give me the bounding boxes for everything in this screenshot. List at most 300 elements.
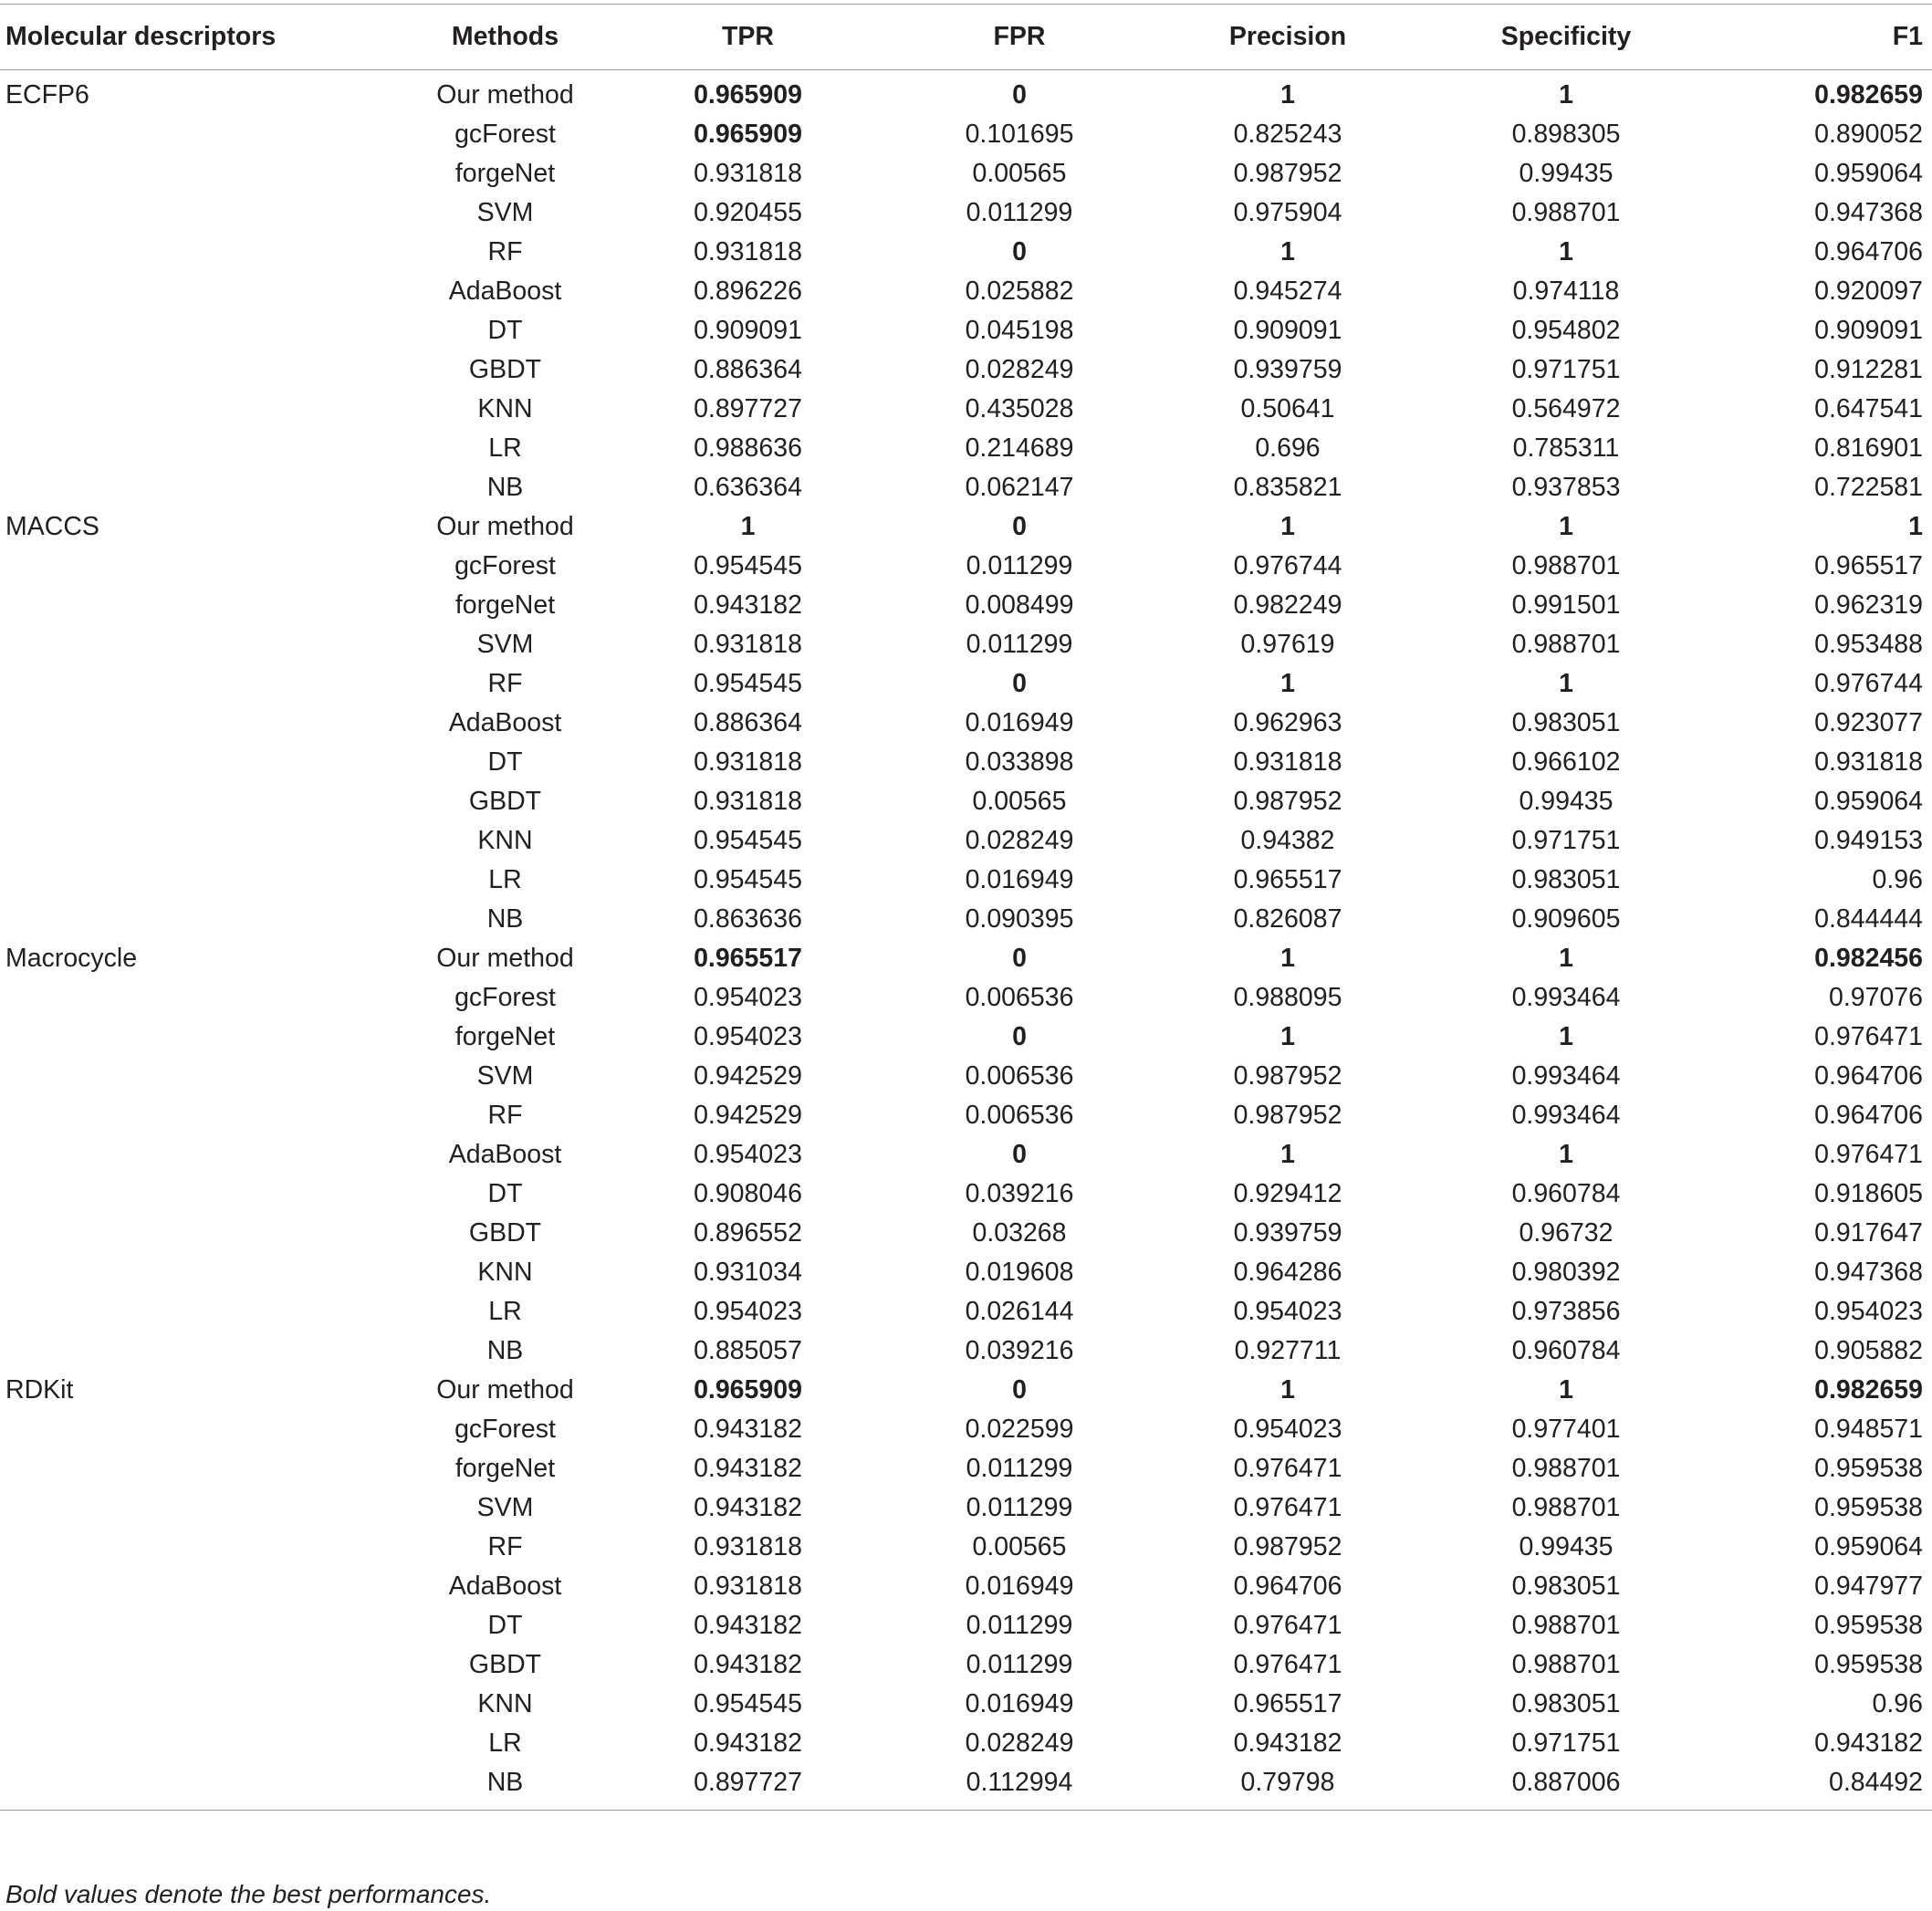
cell-specificity: 0.971751 bbox=[1511, 355, 1621, 384]
cell-specificity: 0.966102 bbox=[1511, 747, 1621, 777]
cell-fpr: 0 bbox=[1012, 944, 1027, 973]
cell-method: Our method bbox=[436, 944, 574, 973]
cell-specificity: 0.564972 bbox=[1511, 394, 1621, 423]
cell-specificity: 0.960784 bbox=[1511, 1336, 1621, 1365]
table-row bbox=[0, 350, 1932, 390]
cell-descriptor: MACCS bbox=[5, 512, 99, 541]
cell-precision: 0.945274 bbox=[1233, 277, 1342, 306]
cell-tpr: 0.943182 bbox=[694, 1650, 802, 1679]
cell-descriptor: Macrocycle bbox=[5, 944, 138, 973]
cell-descriptor bbox=[0, 390, 402, 429]
cell-method: NB bbox=[486, 1336, 524, 1365]
cell-descriptor bbox=[0, 1724, 402, 1763]
cell-fpr: 0 bbox=[1012, 669, 1027, 698]
cell-fpr: 0.214689 bbox=[965, 433, 1074, 463]
cell-tpr: 0.931818 bbox=[694, 237, 802, 266]
cell-fpr: 0.00565 bbox=[972, 1532, 1067, 1561]
cell-tpr: 0.943182 bbox=[694, 590, 802, 620]
table-row bbox=[0, 1645, 1932, 1685]
cell-f1: 0.97076 bbox=[1828, 983, 1923, 1012]
cell-method: DT bbox=[487, 1611, 523, 1640]
table-row bbox=[0, 1175, 1932, 1214]
cell-fpr: 0.006536 bbox=[965, 983, 1074, 1012]
cell-fpr: 0.028249 bbox=[965, 1728, 1074, 1758]
cell-f1: 0.96 bbox=[1872, 1689, 1923, 1718]
table-row bbox=[0, 311, 1932, 350]
cell-specificity: 1 bbox=[1559, 237, 1573, 266]
cell-tpr: 0.931034 bbox=[694, 1258, 802, 1287]
cell-precision: 1 bbox=[1280, 1140, 1295, 1169]
cell-specificity: 0.937853 bbox=[1511, 473, 1621, 502]
table-row bbox=[0, 1763, 1932, 1811]
cell-precision: 0.79798 bbox=[1150, 1763, 1424, 1811]
cell-precision: 0.954023 bbox=[1233, 1415, 1342, 1444]
table-row bbox=[0, 664, 1932, 704]
cell-method: forgeNet bbox=[454, 1454, 556, 1483]
cell-specificity: 0.954802 bbox=[1511, 316, 1621, 345]
cell-fpr: 0.039216 bbox=[965, 1179, 1074, 1208]
cell-fpr: 0.033898 bbox=[965, 747, 1074, 777]
header-f1: F1 bbox=[1707, 5, 1932, 70]
cell-method: forgeNet bbox=[454, 1022, 556, 1051]
cell-tpr: 0.886364 bbox=[694, 708, 802, 737]
cell-specificity: 0.909605 bbox=[1511, 904, 1621, 934]
cell-precision: 0.939759 bbox=[1233, 1218, 1342, 1248]
cell-tpr: 0.863636 bbox=[694, 904, 802, 934]
cell-precision: 0.954023 bbox=[1233, 1297, 1342, 1326]
cell-descriptor bbox=[0, 1214, 402, 1253]
cell-descriptor bbox=[0, 429, 402, 468]
cell-method: SVM bbox=[476, 630, 534, 659]
cell-precision: 0.976471 bbox=[1233, 1493, 1342, 1522]
cell-fpr: 0.011299 bbox=[966, 1611, 1073, 1640]
table-row bbox=[0, 978, 1932, 1018]
cell-descriptor bbox=[0, 978, 402, 1018]
cell-fpr: 0.03268 bbox=[972, 1218, 1067, 1248]
cell-tpr: 0.931818 bbox=[694, 787, 802, 816]
cell-f1: 0.943182 bbox=[1814, 1728, 1923, 1758]
cell-method: KNN bbox=[477, 394, 533, 423]
cell-f1: 0.96 bbox=[1872, 865, 1923, 894]
cell-descriptor bbox=[0, 468, 402, 507]
cell-fpr: 0 bbox=[1012, 80, 1027, 110]
cell-precision: 0.696 bbox=[1255, 433, 1321, 463]
cell-f1: 0.722581 bbox=[1814, 473, 1923, 502]
cell-tpr: 0.943182 bbox=[694, 1454, 802, 1483]
cell-specificity: 0.988701 bbox=[1511, 1493, 1621, 1522]
cell-specificity: 0.988701 bbox=[1511, 1611, 1621, 1640]
cell-fpr: 0.062147 bbox=[965, 473, 1074, 502]
header-methods: Methods bbox=[402, 5, 607, 70]
cell-method: Our method bbox=[436, 512, 574, 541]
cell-fpr: 0.026144 bbox=[965, 1297, 1074, 1326]
cell-tpr: 0.931818 bbox=[694, 747, 802, 777]
cell-precision: 1 bbox=[1280, 237, 1295, 266]
cell-precision: 0.964286 bbox=[1233, 1258, 1342, 1287]
table-footnote: Bold values denote the best performances. bbox=[5, 1880, 492, 1908]
cell-descriptor bbox=[0, 1096, 402, 1135]
cell-precision: 0.975904 bbox=[1233, 198, 1342, 227]
cell-f1: 0.920097 bbox=[1814, 277, 1923, 306]
cell-tpr: 0.908046 bbox=[694, 1179, 802, 1208]
table-row bbox=[0, 507, 1932, 547]
cell-tpr: 0.931818 bbox=[694, 1572, 802, 1601]
table-row bbox=[0, 547, 1932, 586]
cell-fpr: 0.00565 bbox=[972, 787, 1067, 816]
cell-tpr: 0.897727 bbox=[694, 394, 802, 423]
cell-method: gcForest bbox=[454, 551, 556, 580]
cell-f1: 0.962319 bbox=[1814, 590, 1923, 620]
cell-method: LR bbox=[488, 865, 522, 894]
table-row bbox=[0, 154, 1932, 193]
cell-descriptor bbox=[0, 1292, 402, 1331]
cell-specificity: 0.993464 bbox=[1511, 983, 1621, 1012]
cell-tpr: 0.988636 bbox=[694, 433, 802, 463]
cell-specificity: 0.983051 bbox=[1511, 1689, 1621, 1718]
results-table bbox=[0, 4, 1932, 1811]
cell-fpr: 0.008499 bbox=[965, 590, 1074, 620]
table-row bbox=[0, 625, 1932, 664]
cell-tpr: 0.942529 bbox=[694, 1061, 802, 1091]
cell-f1: 0.982659 bbox=[1814, 1375, 1923, 1405]
cell-method: SVM bbox=[476, 198, 534, 227]
cell-f1: 0.976744 bbox=[1814, 669, 1923, 698]
cell-fpr: 0.028249 bbox=[965, 826, 1074, 855]
cell-specificity: 0.974118 bbox=[1512, 277, 1620, 306]
cell-method: SVM bbox=[476, 1493, 534, 1522]
cell-method: RF bbox=[487, 1101, 523, 1130]
cell-precision: 1 bbox=[1280, 512, 1295, 541]
table-row bbox=[0, 115, 1932, 154]
cell-precision: 0.987952 bbox=[1233, 787, 1342, 816]
cell-precision: 0.50641 bbox=[1240, 394, 1335, 423]
cell-fpr: 0.011299 bbox=[966, 551, 1073, 580]
cell-specificity: 0.993464 bbox=[1511, 1101, 1621, 1130]
cell-fpr: 0 bbox=[1012, 1140, 1027, 1169]
table-row bbox=[0, 1057, 1932, 1096]
cell-fpr: 0.016949 bbox=[965, 1572, 1074, 1601]
cell-fpr: 0 bbox=[1012, 1022, 1027, 1051]
cell-tpr: 0.954023 bbox=[694, 983, 802, 1012]
table-row bbox=[0, 1096, 1932, 1135]
cell-specificity: 0.983051 bbox=[1511, 708, 1621, 737]
cell-method: DT bbox=[487, 316, 523, 345]
header-fpr: FPR bbox=[887, 5, 1150, 70]
cell-descriptor bbox=[0, 193, 402, 233]
cell-method: KNN bbox=[477, 1689, 533, 1718]
cell-f1: 0.954023 bbox=[1814, 1297, 1923, 1326]
cell-descriptor bbox=[0, 1135, 402, 1175]
cell-method: AdaBoost bbox=[448, 1572, 562, 1601]
cell-method: Our method bbox=[436, 1375, 574, 1405]
cell-precision: 0.987952 bbox=[1233, 159, 1342, 188]
cell-fpr: 0.090395 bbox=[965, 904, 1074, 934]
cell-method: GBDT bbox=[468, 1218, 542, 1248]
table-row bbox=[0, 1018, 1932, 1057]
table-row bbox=[0, 704, 1932, 743]
cell-f1: 0.931818 bbox=[1814, 747, 1923, 777]
cell-f1: 0.84492 bbox=[1707, 1763, 1932, 1811]
cell-specificity: 0.960784 bbox=[1511, 1179, 1621, 1208]
cell-method: RF bbox=[487, 1532, 523, 1561]
cell-descriptor: RDKit bbox=[5, 1375, 74, 1405]
cell-method: RF bbox=[487, 669, 523, 698]
cell-specificity: 0.973856 bbox=[1511, 1297, 1621, 1326]
cell-specificity: 1 bbox=[1559, 1140, 1573, 1169]
cell-precision: 0.964706 bbox=[1233, 1572, 1342, 1601]
cell-fpr: 0 bbox=[1012, 512, 1027, 541]
table-row bbox=[0, 1449, 1932, 1488]
cell-f1: 0.923077 bbox=[1814, 708, 1923, 737]
cell-method: DT bbox=[487, 747, 523, 777]
cell-precision: 0.826087 bbox=[1233, 904, 1342, 934]
table-header bbox=[0, 5, 1932, 70]
table-row bbox=[0, 1214, 1932, 1253]
cell-f1: 0.947368 bbox=[1814, 198, 1923, 227]
cell-precision: 0.976471 bbox=[1233, 1454, 1342, 1483]
cell-precision: 1 bbox=[1280, 1022, 1295, 1051]
table-row bbox=[0, 1135, 1932, 1175]
cell-descriptor bbox=[0, 350, 402, 390]
cell-tpr: 0.896226 bbox=[694, 277, 802, 306]
cell-method: DT bbox=[487, 1179, 523, 1208]
cell-tpr: 0.931818 bbox=[694, 1532, 802, 1561]
cell-tpr: 0.943182 bbox=[694, 1415, 802, 1444]
table-row bbox=[0, 900, 1932, 939]
cell-fpr: 0.028249 bbox=[965, 355, 1074, 384]
table-row bbox=[0, 390, 1932, 429]
cell-descriptor bbox=[0, 115, 402, 154]
cell-specificity: 0.988701 bbox=[1511, 1650, 1621, 1679]
cell-precision: 0.987952 bbox=[1233, 1532, 1342, 1561]
cell-tpr: 0.920455 bbox=[694, 198, 802, 227]
cell-specificity: 0.988701 bbox=[1511, 630, 1621, 659]
cell-tpr: 0.965909 bbox=[694, 1375, 802, 1405]
cell-descriptor bbox=[0, 1763, 402, 1811]
cell-specificity: 0.785311 bbox=[1512, 433, 1620, 463]
cell-descriptor bbox=[0, 272, 402, 311]
cell-method: LR bbox=[488, 1728, 522, 1758]
cell-descriptor bbox=[0, 625, 402, 664]
cell-descriptor bbox=[0, 900, 402, 939]
table-row bbox=[0, 70, 1932, 116]
cell-specificity: 0.971751 bbox=[1511, 1728, 1621, 1758]
cell-f1: 0.905882 bbox=[1814, 1336, 1923, 1365]
cell-precision: 1 bbox=[1280, 944, 1295, 973]
cell-specificity: 0.898305 bbox=[1511, 120, 1621, 149]
cell-specificity: 0.977401 bbox=[1511, 1415, 1621, 1444]
table-row bbox=[0, 1253, 1932, 1292]
cell-tpr: 0.943182 bbox=[694, 1493, 802, 1522]
cell-method: NB bbox=[486, 473, 524, 502]
cell-f1: 0.964706 bbox=[1814, 237, 1923, 266]
cell-tpr: 0.885057 bbox=[694, 1336, 802, 1365]
cell-precision: 0.962963 bbox=[1233, 708, 1342, 737]
cell-fpr: 0.011299 bbox=[966, 198, 1073, 227]
cell-method: gcForest bbox=[454, 120, 556, 149]
cell-descriptor bbox=[0, 1331, 402, 1371]
cell-descriptor bbox=[0, 586, 402, 625]
cell-fpr: 0.101695 bbox=[965, 120, 1074, 149]
cell-specificity: 0.993464 bbox=[1511, 1061, 1621, 1091]
cell-precision: 0.987952 bbox=[1233, 1101, 1342, 1130]
cell-method: LR bbox=[488, 1297, 522, 1326]
cell-descriptor bbox=[0, 743, 402, 782]
header-row bbox=[0, 5, 1932, 70]
table-row bbox=[0, 1606, 1932, 1645]
cell-descriptor bbox=[0, 1449, 402, 1488]
cell-tpr: 0.954545 bbox=[694, 826, 802, 855]
cell-tpr: 0.896552 bbox=[694, 1218, 802, 1248]
table-row bbox=[0, 743, 1932, 782]
cell-f1: 0.982659 bbox=[1814, 80, 1923, 110]
cell-descriptor bbox=[0, 154, 402, 193]
cell-specificity: 0.971751 bbox=[1511, 826, 1621, 855]
cell-f1: 0.959064 bbox=[1814, 1532, 1923, 1561]
table-row bbox=[0, 233, 1932, 272]
cell-precision: 0.931818 bbox=[1233, 747, 1342, 777]
cell-fpr: 0.025882 bbox=[965, 277, 1074, 306]
cell-f1: 0.964706 bbox=[1814, 1101, 1923, 1130]
cell-f1: 0.959538 bbox=[1814, 1454, 1923, 1483]
cell-precision: 0.94382 bbox=[1240, 826, 1335, 855]
cell-fpr: 0.006536 bbox=[965, 1061, 1074, 1091]
cell-method: KNN bbox=[477, 826, 533, 855]
cell-method: Our method bbox=[436, 80, 574, 110]
table-row bbox=[0, 939, 1932, 978]
cell-fpr: 0.011299 bbox=[966, 1493, 1073, 1522]
table-row bbox=[0, 1292, 1932, 1331]
cell-precision: 0.976471 bbox=[1233, 1611, 1342, 1640]
cell-specificity: 0.988701 bbox=[1511, 198, 1621, 227]
cell-fpr: 0.016949 bbox=[965, 1689, 1074, 1718]
cell-precision: 0.965517 bbox=[1233, 865, 1342, 894]
cell-tpr: 0.965517 bbox=[694, 944, 802, 973]
table-row bbox=[0, 586, 1932, 625]
cell-f1: 0.959538 bbox=[1814, 1611, 1923, 1640]
cell-f1: 0.947977 bbox=[1814, 1572, 1923, 1601]
cell-fpr: 0.011299 bbox=[966, 630, 1073, 659]
cell-f1: 0.647541 bbox=[1814, 394, 1923, 423]
cell-f1: 0.949153 bbox=[1814, 826, 1923, 855]
table-row bbox=[0, 468, 1932, 507]
cell-method: AdaBoost bbox=[448, 708, 562, 737]
cell-descriptor bbox=[0, 821, 402, 861]
table-row bbox=[0, 193, 1932, 233]
cell-fpr: 0.016949 bbox=[965, 708, 1074, 737]
table-row bbox=[0, 1567, 1932, 1606]
cell-f1: 0.982456 bbox=[1814, 944, 1923, 973]
cell-f1: 0.965517 bbox=[1814, 551, 1923, 580]
table-row bbox=[0, 782, 1932, 821]
cell-tpr: 0.965909 bbox=[694, 120, 802, 149]
cell-precision: 0.97619 bbox=[1240, 630, 1335, 659]
cell-tpr: 0.636364 bbox=[694, 473, 802, 502]
cell-fpr: 0.00565 bbox=[972, 159, 1067, 188]
cell-specificity: 1 bbox=[1559, 1022, 1573, 1051]
cell-precision: 1 bbox=[1280, 1375, 1295, 1405]
cell-f1: 0.953488 bbox=[1814, 630, 1923, 659]
cell-f1: 0.844444 bbox=[1814, 904, 1923, 934]
table-row bbox=[0, 1724, 1932, 1763]
cell-descriptor bbox=[0, 1175, 402, 1214]
header-tpr: TPR bbox=[607, 5, 887, 70]
cell-tpr: 0.954023 bbox=[694, 1022, 802, 1051]
table-row bbox=[0, 1528, 1932, 1567]
cell-fpr: 0.019608 bbox=[965, 1258, 1074, 1287]
cell-specificity: 1 bbox=[1559, 512, 1573, 541]
cell-fpr: 0.006536 bbox=[965, 1101, 1074, 1130]
cell-tpr: 0.897727 bbox=[607, 1763, 887, 1811]
cell-tpr: 0.942529 bbox=[694, 1101, 802, 1130]
cell-fpr: 0.022599 bbox=[965, 1415, 1074, 1444]
cell-method: gcForest bbox=[454, 983, 556, 1012]
cell-specificity: 1 bbox=[1559, 80, 1573, 110]
cell-method: KNN bbox=[477, 1258, 533, 1287]
cell-method: LR bbox=[488, 433, 522, 463]
cell-method: NB bbox=[402, 1763, 607, 1811]
cell-precision: 0.965517 bbox=[1233, 1689, 1342, 1718]
cell-tpr: 0.943182 bbox=[694, 1611, 802, 1640]
cell-descriptor: ECFP6 bbox=[5, 80, 89, 110]
table-row bbox=[0, 1488, 1932, 1528]
cell-tpr: 0.954545 bbox=[694, 669, 802, 698]
cell-precision: 0.929412 bbox=[1233, 1179, 1342, 1208]
cell-method: GBDT bbox=[468, 1650, 542, 1679]
cell-tpr: 0.886364 bbox=[694, 355, 802, 384]
table-row bbox=[0, 821, 1932, 861]
cell-tpr: 0.954023 bbox=[694, 1297, 802, 1326]
cell-precision: 0.927711 bbox=[1234, 1336, 1342, 1365]
cell-specificity: 0.99435 bbox=[1519, 1532, 1613, 1561]
cell-specificity: 1 bbox=[1559, 669, 1573, 698]
table-row bbox=[0, 272, 1932, 311]
cell-specificity: 0.988701 bbox=[1511, 551, 1621, 580]
cell-fpr: 0.039216 bbox=[965, 1336, 1074, 1365]
cell-f1: 0.976471 bbox=[1814, 1022, 1923, 1051]
cell-descriptor bbox=[0, 1606, 402, 1645]
cell-f1: 0.959064 bbox=[1814, 159, 1923, 188]
cell-f1: 0.917647 bbox=[1814, 1218, 1923, 1248]
cell-fpr: 0.011299 bbox=[966, 1650, 1073, 1679]
cell-method: forgeNet bbox=[454, 590, 556, 620]
cell-descriptor bbox=[0, 861, 402, 900]
cell-tpr: 0.931818 bbox=[694, 159, 802, 188]
cell-precision: 1 bbox=[1280, 80, 1295, 110]
cell-f1: 0.959064 bbox=[1814, 787, 1923, 816]
cell-tpr: 0.931818 bbox=[694, 630, 802, 659]
cell-specificity: 0.96732 bbox=[1519, 1218, 1613, 1248]
cell-f1: 0.909091 bbox=[1814, 316, 1923, 345]
table-row bbox=[0, 1410, 1932, 1449]
cell-descriptor bbox=[0, 782, 402, 821]
cell-specificity: 0.980392 bbox=[1511, 1258, 1621, 1287]
cell-f1: 0.890052 bbox=[1814, 120, 1923, 149]
cell-fpr: 0.016949 bbox=[965, 865, 1074, 894]
cell-specificity: 1 bbox=[1559, 1375, 1573, 1405]
cell-descriptor bbox=[0, 1057, 402, 1096]
cell-specificity: 0.991501 bbox=[1511, 590, 1621, 620]
cell-descriptor bbox=[0, 1018, 402, 1057]
cell-specificity: 0.983051 bbox=[1511, 865, 1621, 894]
cell-method: GBDT bbox=[468, 787, 542, 816]
cell-tpr: 1 bbox=[740, 512, 756, 541]
cell-fpr: 0.112994 bbox=[887, 1763, 1150, 1811]
cell-descriptor bbox=[0, 1528, 402, 1567]
cell-descriptor bbox=[0, 1488, 402, 1528]
cell-precision: 0.976744 bbox=[1233, 551, 1342, 580]
cell-descriptor bbox=[0, 311, 402, 350]
